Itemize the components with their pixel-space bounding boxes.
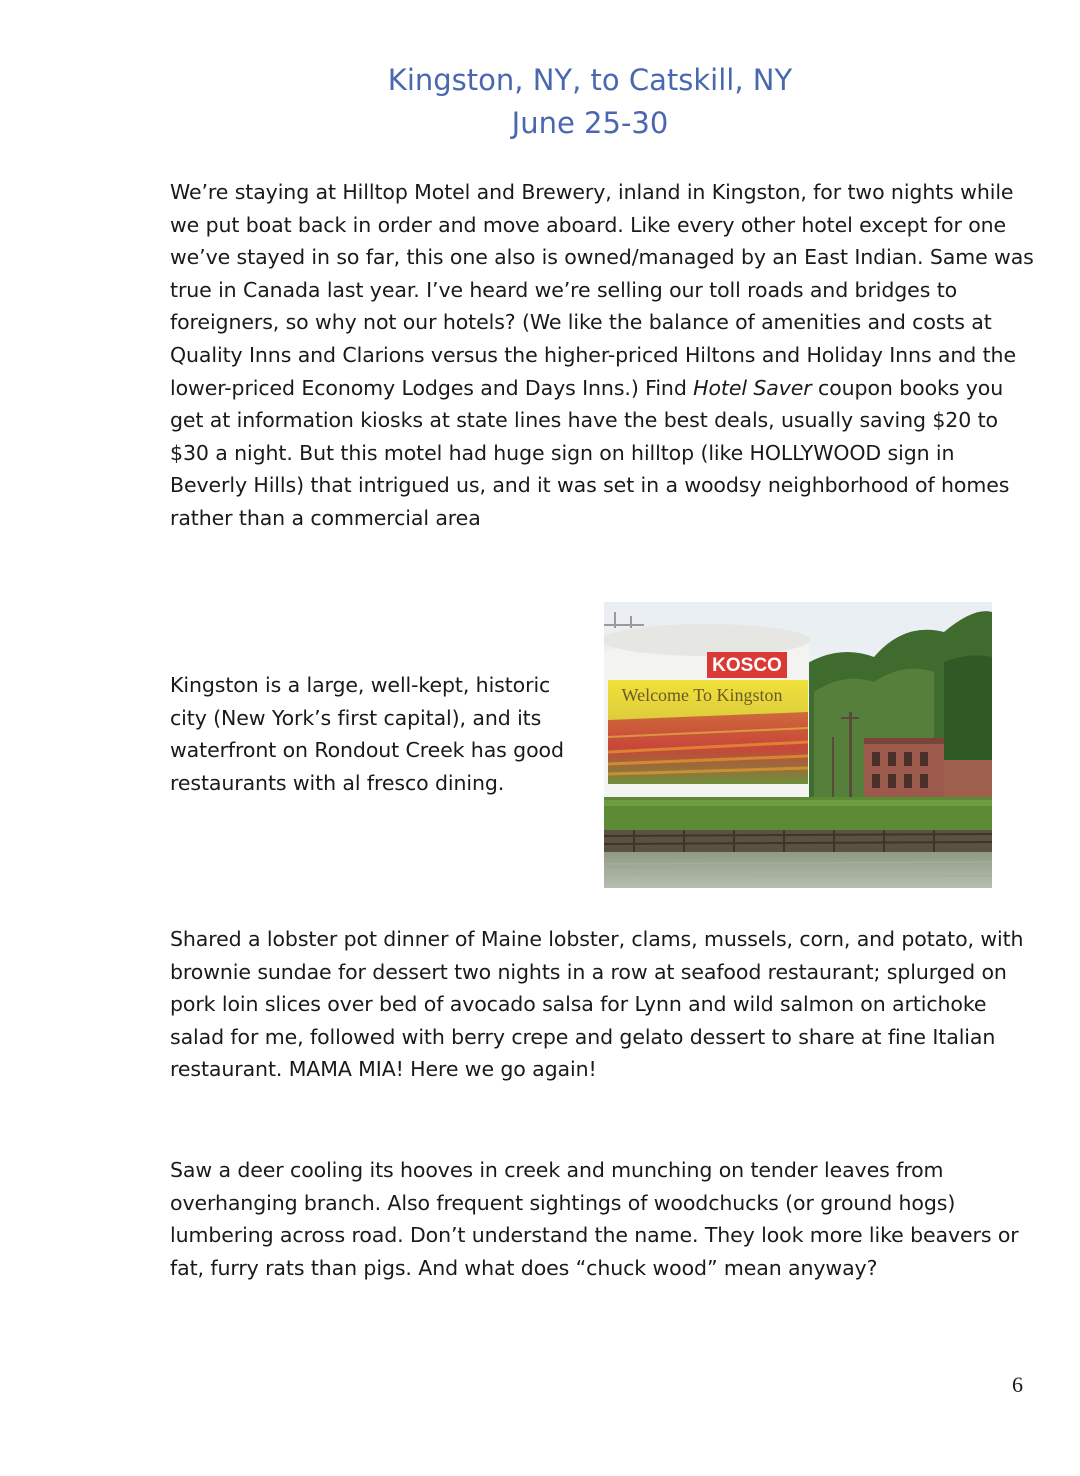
page-subtitle-dates: June 25-30 [511, 106, 669, 140]
sign-brand-text: KOSCO [712, 655, 782, 676]
sign-welcome-text: Welcome To Kingston [621, 685, 783, 705]
paragraph-text: coupon books you get at information kiosks at state lines have the best deals, usually saving $20 to $30 a night. But this motel had huge sign on hilltop (like HOLLYWOOD sign in Beverly Hills) that intrigued us, and it was set in a woodsy neighborhood of homes rather than a commercial area [170, 375, 1010, 530]
paragraph-kingston-city: Kingston is a large, well-kept, historic city (New York’s first capital), and its waterfront on Rondout Creek has good restaurants with al fresco dining. [170, 673, 564, 795]
paragraph-dinner: Shared a lobster pot dinner of Maine lobster, clams, mussels, corn, and potato, with brownie sundae for dessert two nights in a row at seafood restaurant; splurged on pork loin slices over bed of avocado salsa for Lynn and wild salmon on artichoke salad for me, followed with berry crepe and gelato dessert to share at fine Italian restaurant. MAMA MIA! Here we go again! [170, 927, 1024, 1082]
paragraph-hilltop-motel [170, 176, 1035, 535]
paragraph-wildlife: Saw a deer cooling its hooves in creek and munching on tender leaves from overhanging branch. Also frequent sightings of woodchucks (or ground hogs) lumbering across road. Don’t understand the name. They look more like beavers or fat, furry rats than pigs. And what does “chuck wood” mean anyway? [170, 1158, 1019, 1280]
kingston-welcome-photo [604, 602, 992, 888]
page-number: 6 [1012, 1372, 1023, 1397]
paragraph-text: We’re staying at Hilltop Motel and Brewery, inland in Kingston, for two nights while we put boat back in order and move aboard. Like every other hotel except for one we’ve stayed in so far, this one also is owned/managed by an East Indian. Same was true in Canada last year. I’ve heard we’re selling our toll roads and bridges to foreigners, so why not our hotels? (We like the balance of amenities and costs at Quality Inns and Clarions versus the higher-priced Hiltons and Holiday Inns and the lower-priced Economy Lodges and Days Inns.) Find [170, 180, 1034, 400]
page-title: Kingston, NY, to Catskill, NY [387, 63, 793, 97]
photo-illustration [604, 602, 992, 888]
italic-title: Hotel Saver [693, 375, 812, 400]
